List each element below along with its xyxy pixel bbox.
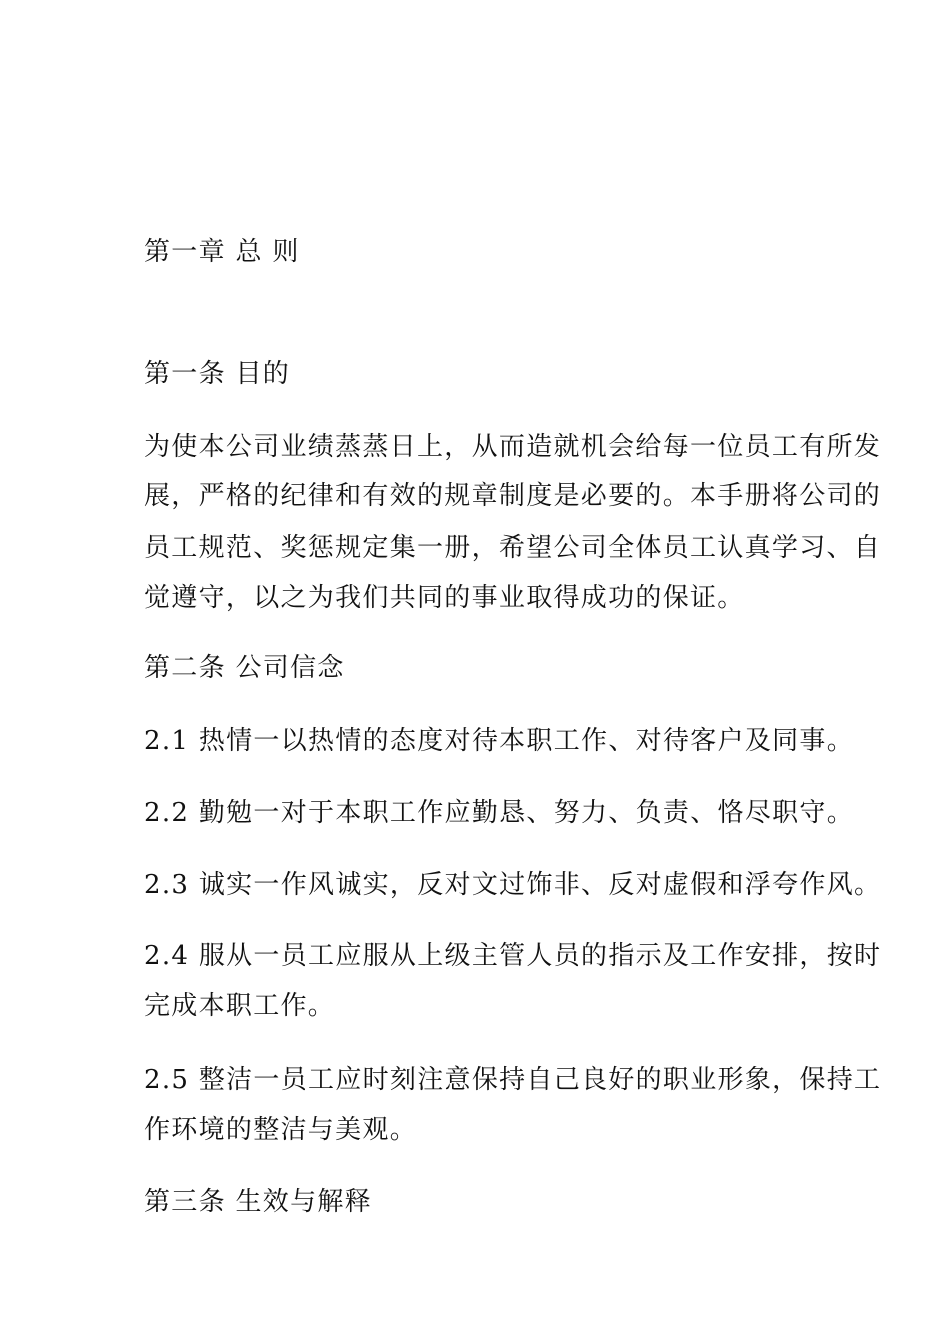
- item-line: 作环境的整洁与美观。: [144, 1115, 418, 1145]
- paragraph-line: 展，严格的纪律和有效的规章制度是必要的。本手册将公司的: [144, 481, 882, 511]
- article-3-heading: 第三条 生效与解释: [144, 1187, 372, 1217]
- item-2-3: 2.3 诚实一作风诚实，反对文过饰非、反对虚假和浮夸作风。: [144, 870, 882, 900]
- item-2-2: 2.2 勤勉一对于本职工作应勤恳、努力、负责、恪尽职守。: [144, 798, 855, 828]
- item-line: 2.4 服从一员工应服从上级主管人员的指示及工作安排，按时: [144, 941, 882, 971]
- item-line: 完成本职工作。: [144, 991, 336, 1021]
- item-2-1: 2.1 热情一以热情的态度对待本职工作、对待客户及同事。: [144, 726, 855, 756]
- item-line: 2.5 整洁一员工应时刻注意保持自己良好的职业形象，保持工: [144, 1065, 882, 1095]
- paragraph-line: 员工规范、奖惩规定集一册，希望公司全体员工认真学习、自: [144, 533, 882, 563]
- article-1-heading: 第一条 目的: [144, 359, 291, 389]
- paragraph-line: 觉遵守，以之为我们共同的事业取得成功的保证。: [144, 583, 745, 613]
- paragraph-line: 为使本公司业绩蒸蒸日上，从而造就机会给每一位员工有所发: [144, 432, 882, 462]
- article-2-heading: 第二条 公司信念: [144, 653, 345, 683]
- chapter-title: 第一章 总 则: [144, 237, 300, 267]
